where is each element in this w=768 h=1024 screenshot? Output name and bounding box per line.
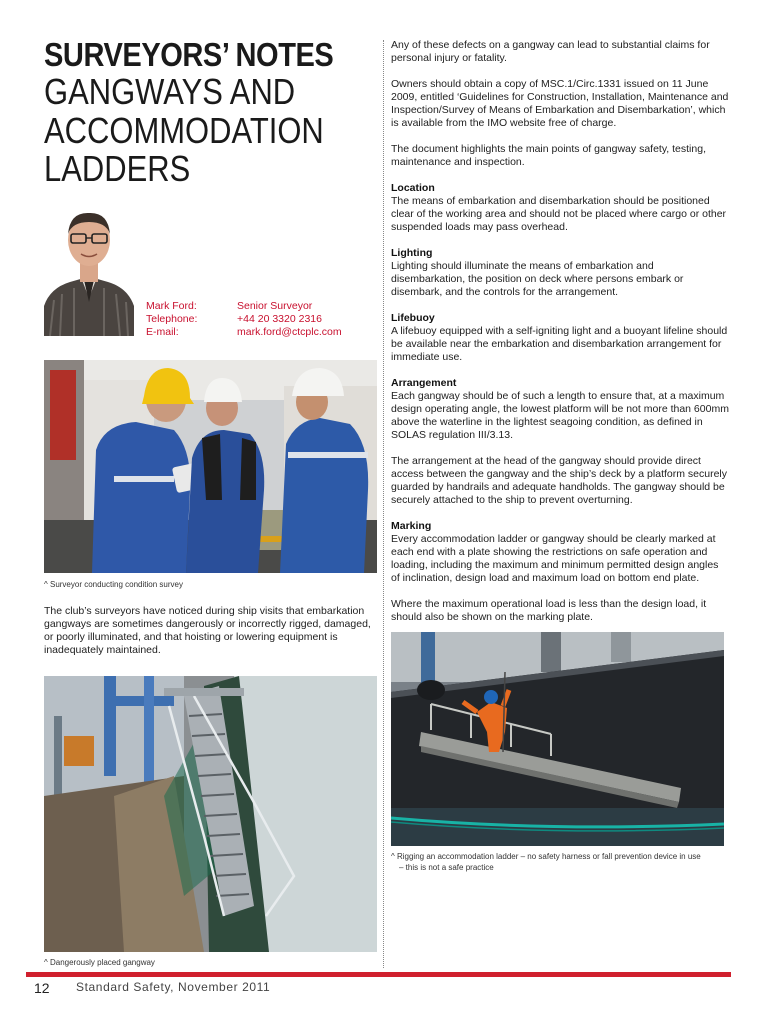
right-column-text (391, 39, 729, 637)
column-divider (383, 40, 384, 968)
ladder-photo-caption-line: – this is not a safe practice (399, 863, 494, 872)
arrangement-paragraph: The arrangement at the head of the gangway should provide direct access between the gangway and the ship’s deck by a platform securely guarded by handrails and adequate handholds. The gangway should be securely attached to the ship to prevent overturning. (391, 455, 727, 506)
gangway-photo-caption: ^ Dangerously placed gangway (44, 958, 155, 967)
title-line: LADDERS (44, 148, 191, 189)
intro-paragraph: The club’s surveyors have noticed during ship visits that embarkation gangways are sometimes dangerously or incorrectly rigged, damaged, or poorly illuminated, and that hoisting or lowering equipment is inadequately maintained. (44, 605, 371, 656)
telephone-number: +44 20 3320 2316 (237, 313, 322, 325)
lighting-heading: Lighting (391, 247, 433, 259)
telephone-label: Telephone: (146, 313, 198, 325)
arrangement-heading: Arrangement (391, 377, 457, 389)
page-number: 12 (34, 980, 50, 996)
article-title (44, 73, 328, 189)
body-paragraph: Any of these defects on a gangway can lead to substantial claims for personal injury or fatality. (391, 39, 710, 64)
lifebuoy-paragraph: A lifebuoy equipped with a self-igniting light and a buoyant lifeline should be available near the embarkation and disembarkation arrangement for immediate use. (391, 325, 728, 363)
ladder-rigging-photo (391, 632, 724, 846)
body-paragraph: Owners should obtain a copy of MSC.1/Circ.1331 issued on 11 June 2009, entitled ‘Guidelines for Construction, Installation, Maintenance and Inspection/Survey of Means of Embarkation and Disembarkation’, which is available from the IMO website free of charge. (391, 78, 729, 129)
title-line: GANGWAYS AND (44, 71, 296, 112)
arrangement-paragraph: Each gangway should be of such a length to ensure that, at a maximum design operating angle, the lowest platform will be not more than 600mm above the waterline in the lightest seagoing condition, as defined in SOLAS regulation III/3.13. (391, 390, 729, 441)
survey-photo (44, 360, 377, 573)
lighting-paragraph: Lighting should illuminate the means of embarkation and disembarkation, the position on deck where persons embark or disembark, and the controls for the arrangement. (391, 260, 684, 298)
marking-heading: Marking (391, 520, 432, 532)
email-label: E-mail: (146, 326, 179, 338)
author-name-label: Mark Ford: (146, 300, 197, 312)
section-kicker: SURVEYORS’ NOTES (44, 36, 334, 73)
ladder-photo-caption-line: ^ Rigging an accommodation ladder – no safety harness or fall prevention device in use (391, 852, 701, 861)
contact-values (237, 300, 342, 339)
gangway-photo (44, 676, 377, 952)
body-paragraph: The document highlights the main points of gangway safety, testing, maintenance and inspection. (391, 143, 706, 168)
survey-photo-caption: ^ Surveyor conducting condition survey (44, 580, 183, 589)
lifebuoy-heading: Lifebuoy (391, 312, 435, 324)
publication-name: Standard Safety, November 2011 (76, 980, 271, 994)
title-line: ACCOMMODATION (44, 109, 324, 151)
email-address[interactable]: mark.ford@ctcplc.com (237, 326, 342, 338)
footer-red-rule (26, 972, 731, 977)
marking-paragraph: Every accommodation ladder or gangway should be clearly marked at each end with a plate showing the restrictions on safe operation and loading, including the maximum and minimum permitted design angles of inclination, design load and maximum load on bottom end plate. (391, 533, 719, 584)
location-heading: Location (391, 182, 435, 194)
contact-labels (146, 300, 197, 339)
author-portrait-photo (44, 202, 134, 336)
location-paragraph: The means of embarkation and disembarkation should be positioned clear of the working area and should not be placed where cargo or other suspended loads may pass overhead. (391, 195, 727, 233)
marking-paragraph: Where the maximum operational load is less than the design load, it should also be shown on the marking plate. (391, 598, 707, 623)
author-role: Senior Surveyor (237, 300, 313, 312)
